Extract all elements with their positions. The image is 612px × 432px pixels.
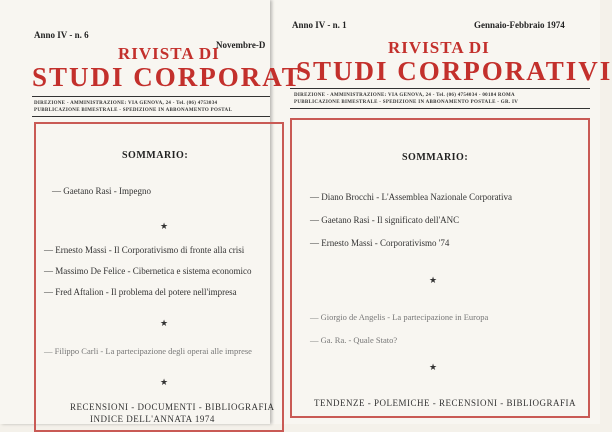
admin-line-1: DIREZIONE - AMMINISTRAZIONE: VIA GENOVA, 24 - Tel. (06) 4753034	[34, 101, 218, 106]
issue-number: Anno IV - n. 1	[292, 20, 347, 30]
sommario-heading: SOMMARIO:	[402, 152, 469, 163]
contents-entry: — Filippo Carli - La partecipazione degli operai alle imprese	[44, 346, 252, 356]
contents-box	[290, 118, 590, 418]
contents-box	[34, 122, 284, 432]
contents-entry: — Ernesto Massi - Il Corporativismo di fronte alla crisi	[44, 245, 245, 255]
issue-date: Gennaio-Febbraio 1974	[474, 20, 565, 30]
star-divider: ★	[160, 221, 169, 231]
admin-rule	[32, 116, 270, 117]
contents-entry: — Massimo De Felice - Cibernetica e sistema economico	[44, 266, 252, 276]
footer-sections: TENDENZE - POLEMICHE - RECENSIONI - BIBLIOGRAFIA	[314, 398, 576, 408]
masthead-title: STUDI CORPORAT	[32, 62, 302, 92]
star-divider: ★	[429, 275, 438, 285]
star-divider: ★	[160, 377, 169, 387]
contents-entry: — Gaetano Rasi - Impegno	[52, 186, 151, 196]
contents-entry: — Gaetano Rasi - Il significato dell'ANC	[310, 215, 460, 225]
left-cover	[0, 0, 302, 424]
contents-entry: — Ernesto Massi - Corporativismo '74	[310, 238, 450, 248]
sommario-heading: SOMMARIO:	[122, 150, 189, 161]
star-divider: ★	[160, 318, 169, 328]
issue-date: Novembre-D	[216, 40, 266, 50]
right-cover	[268, 0, 612, 424]
masthead-subtitle: RIVISTA DI	[388, 38, 490, 57]
issue-number: Anno IV - n. 6	[34, 30, 89, 40]
admin-line-1: DIREZIONE - AMMINISTRAZIONE: VIA GENOVA, 24 - Tel. (06) 4754034 - 00184 ROMA	[294, 93, 515, 98]
masthead-rule	[290, 88, 590, 89]
admin-rule	[290, 108, 590, 109]
admin-line-2: PUBBLICAZIONE BIMESTRALE - SPEDIZIONE IN ABBONAMENTO POSTAL	[34, 108, 233, 113]
star-divider: ★	[429, 362, 438, 372]
masthead-title: STUDI CORPORATIVI	[296, 56, 612, 86]
footer-sections: RECENSIONI - DOCUMENTI - BIBLIOGRAFIA	[70, 402, 275, 412]
masthead-subtitle: RIVISTA DI	[118, 44, 220, 63]
contents-entry: — Giorgio de Angelis - La partecipazione in Europa	[310, 312, 489, 322]
contents-entry: — Ga. Ra. - Quale Stato?	[310, 335, 398, 345]
admin-line-2: PUBBLICAZIONE BIMESTRALE - SPEDIZIONE IN ABBONAMENTO POSTALE - GR. IV	[294, 100, 519, 105]
contents-entry: — Fred Aftalion - Il problema del potere nell'impresa	[44, 287, 237, 297]
footer-index: INDICE DELL'ANNATA 1974	[90, 414, 215, 424]
masthead-rule	[32, 96, 270, 97]
contents-entry: — Diano Brocchi - L'Assemblea Nazionale Corporativa	[310, 192, 513, 202]
